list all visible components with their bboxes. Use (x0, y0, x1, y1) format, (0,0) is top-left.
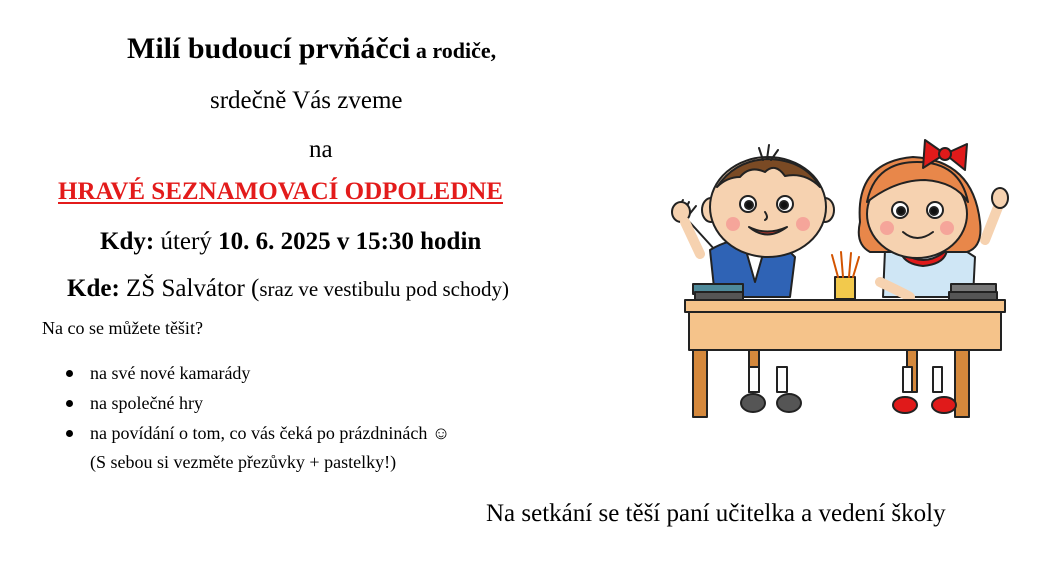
bullet-icon (66, 370, 73, 377)
heading-main: Milí budoucí prvňáčci (127, 32, 411, 65)
event-title: HRAVÉ SEZNAMOVACÍ ODPOLEDNE (58, 178, 503, 205)
invite-line: srdečně Vás zveme (210, 87, 403, 114)
list-item-text: na své nové kamarády (90, 363, 251, 383)
note: (S sebou si vezměte přezůvky + pastelky!) (90, 452, 397, 472)
list-item-text: na společné hry (90, 393, 203, 413)
bullet-list (66, 361, 450, 451)
bullet-icon (66, 400, 73, 407)
bullet-icon (66, 430, 73, 437)
question: Na co se můžete těšit? (42, 318, 203, 338)
desk-top (685, 300, 1005, 312)
list-item (66, 391, 450, 421)
desk-front (689, 312, 1001, 350)
footer: Na setkání se těší paní učitelka a vedení školy (486, 500, 946, 527)
heading-sub: a rodiče, (410, 38, 497, 63)
children-illustration (655, 132, 1010, 422)
when-datetime: 10. 6. 2025 v 15:30 hodin (218, 228, 482, 255)
heading (127, 32, 496, 66)
list-item-text: na povídání o tom, co vás čeká po prázdninách ☺ (90, 423, 451, 443)
list-item (66, 361, 450, 391)
list-item (66, 421, 450, 451)
when-line (100, 228, 481, 256)
where-line (67, 275, 509, 303)
shoe (893, 397, 917, 413)
shoe (741, 394, 765, 412)
where-text: ZŠ Salvátor ( (119, 275, 260, 302)
shoe (777, 394, 801, 412)
when-label: Kdy: (100, 228, 155, 255)
na-line: na (309, 136, 333, 163)
where-label: Kde: (67, 275, 120, 302)
where-detail: sraz ve vestibulu pod schody) (259, 277, 509, 301)
shoe (932, 397, 956, 413)
when-text: úterý (154, 228, 219, 255)
